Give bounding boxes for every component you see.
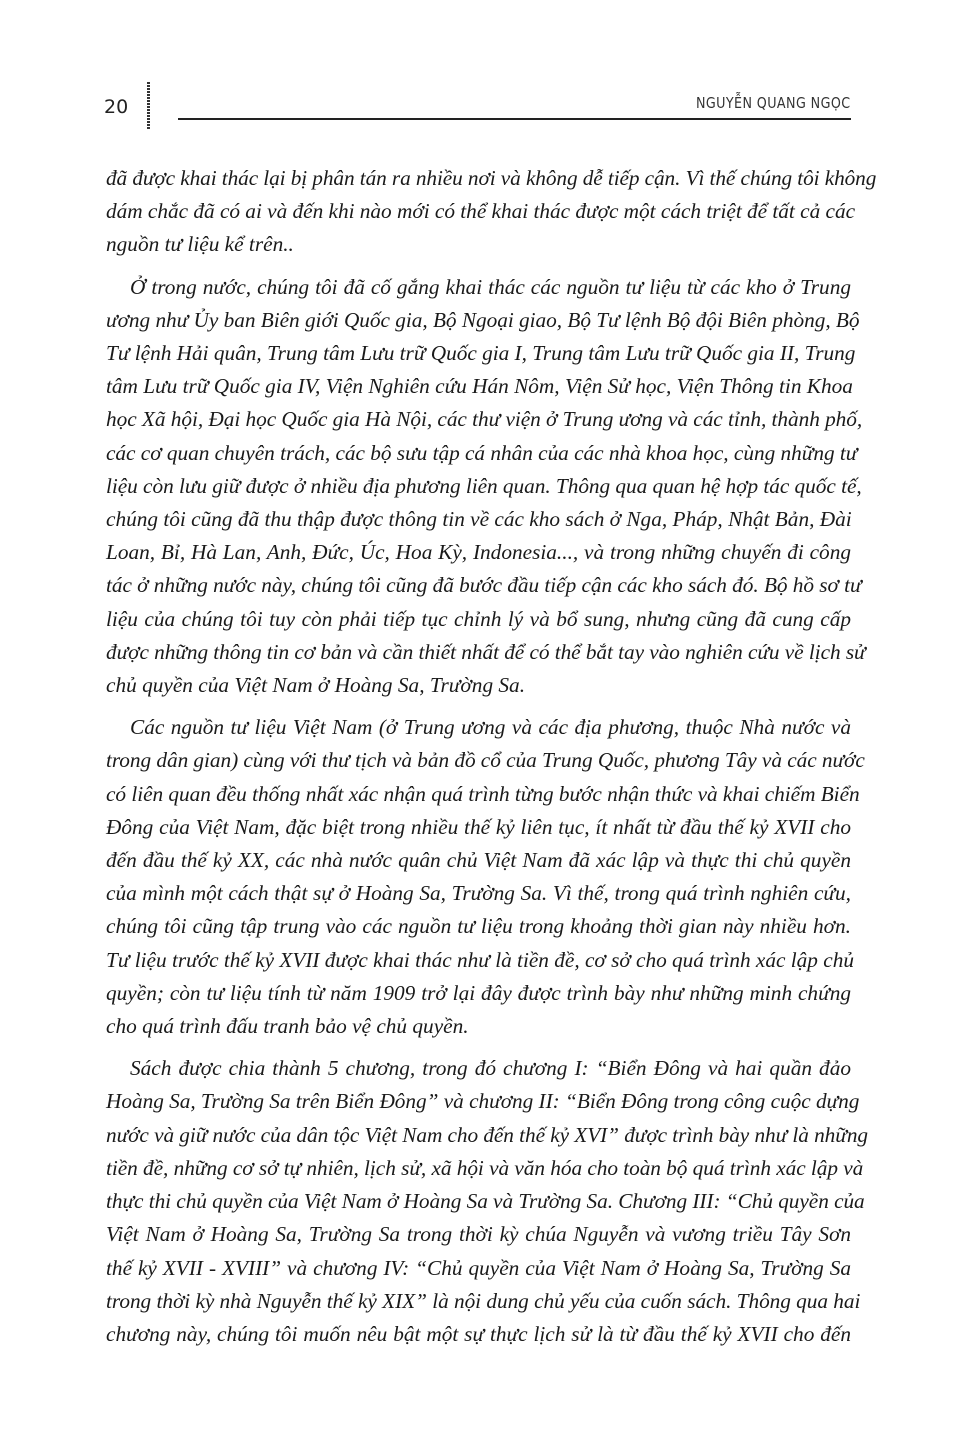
text-line: Việt Nam ở Hoàng Sa, Trường Sa trong thời kỳ chúa Nguyễn và vương triều Tây Sơn xyxy=(106,1222,851,1247)
text-line: các cơ quan chuyên trách, các bộ sưu tập cá nhân của các nhà khoa học, cùng những tư xyxy=(106,440,858,465)
running-head-author: NGUYỄN QUANG NGỌC xyxy=(696,94,851,112)
text-line: chủ quyền của Việt Nam ở Hoàng Sa, Trường Sa. xyxy=(106,673,526,698)
decorative-vertical-divider xyxy=(147,82,150,130)
text-line: trong dân gian) cùng với thư tịch và bản đồ cổ của Trung Quốc, phương Tây và các nước xyxy=(106,748,865,773)
text-line: thực thi chủ quyền của Việt Nam ở Hoàng Sa và Trường Sa. Chương III: “Chủ quyền của xyxy=(106,1189,865,1214)
body-text xyxy=(106,162,877,1360)
text-line: chúng tôi cũng đã thu thập được thông tin về các kho sách ở Nga, Pháp, Nhật Bản, Đài xyxy=(106,507,852,532)
text-line: tác ở những nước này, chúng tôi cũng đã bước đầu tiếp cận các kho sách đó. Bộ hồ sơ tư xyxy=(106,573,862,598)
text-line: Loan, Bỉ, Hà Lan, Anh, Đức, Úc, Hoa Kỳ, Indonesia..., và trong những chuyến đi công xyxy=(106,540,851,565)
page-number: 20 xyxy=(104,96,129,118)
text-line: quyền; còn tư liệu tính từ năm 1909 trở lại đây được trình bày như những minh chứng xyxy=(106,980,851,1005)
text-line: Các nguồn tư liệu Việt Nam (ở Trung ương và các địa phương, thuộc Nhà nước và xyxy=(130,715,851,740)
text-line: có liên quan đều thống nhất xác nhận quá trình từng bước nhận thức và khai chiếm Biển xyxy=(106,781,860,806)
text-line: đến đầu thế kỷ XX, các nhà nước quân chủ Việt Nam đã xác lập và thực thi chủ quyền xyxy=(106,848,851,873)
text-line: liệu của chúng tôi tuy còn phải tiếp tục chỉnh lý và bổ sung, nhưng cũng đã cung cấp xyxy=(106,606,851,631)
text-line: ương như Ủy ban Biên giới Quốc gia, Bộ Ngoại giao, Bộ Tư lệnh Bộ đội Biên phòng, Bộ xyxy=(106,307,860,332)
text-line: nguồn tư liệu kể trên.. xyxy=(106,232,294,257)
text-line: của mình một cách thật sự ở Hoàng Sa, Trường Sa. Vì thế, trong quá trình nghiên cứu, xyxy=(106,881,851,906)
text-line: thế kỷ XVII - XVIII” và chương IV: “Chủ quyền của Việt Nam ở Hoàng Sa, Trường Sa xyxy=(106,1255,851,1280)
text-line: Sách được chia thành 5 chương, trong đó chương I: “Biển Đông và hai quần đảo xyxy=(130,1056,851,1081)
paragraph xyxy=(106,162,877,262)
text-line: Tư lệnh Hải quân, Trung tâm Lưu trữ Quốc gia I, Trung tâm Lưu trữ Quốc gia II, Trung xyxy=(106,341,856,366)
page-header xyxy=(0,0,957,140)
text-line: cho quá trình đấu tranh bảo vệ chủ quyền. xyxy=(106,1014,469,1039)
text-line: Ở trong nước, chúng tôi đã cố gắng khai thác các nguồn tư liệu từ các kho ở Trung xyxy=(130,274,851,299)
text-line: Tư liệu trước thế kỷ XVII được khai thác như là tiền đề, cơ sở cho quá trình xác lập chủ xyxy=(106,947,854,972)
text-line: tâm Lưu trữ Quốc gia IV, Viện Nghiên cứu Hán Nôm, Viện Sử học, Viện Thông tin Khoa xyxy=(106,374,853,399)
text-line: được những thông tin cơ bản và cần thiết nhất để có thể bắt tay vào nghiên cứu về lịch sử xyxy=(106,639,866,664)
paragraph xyxy=(106,711,865,1043)
text-line: tiền đề, những cơ sở tự nhiên, lịch sử, xã hội và văn hóa cho toàn bộ quá trình xác lập và xyxy=(106,1155,864,1180)
text-line: chương này, chúng tôi muốn nêu bật một sự thực lịch sử là từ đầu thế kỷ XVII cho đến xyxy=(106,1321,851,1346)
header-rule xyxy=(178,118,851,120)
text-line: trong thời kỳ nhà Nguyễn thế kỷ XIX” là nội dung chủ yếu của cuốn sách. Thông qua hai xyxy=(106,1288,861,1313)
text-line: dám chắc đã có ai và đến khi nào mới có thể khai thác được một cách triệt để tất cả các xyxy=(106,199,856,224)
text-line: nước và giữ nước của dân tộc Việt Nam cho đến thế kỷ XVI” được trình bày như là những xyxy=(106,1122,868,1147)
paragraph xyxy=(106,1052,868,1351)
text-line: học Xã hội, Đại học Quốc gia Hà Nội, các thư viện ở Trung ương và các tỉnh, thành phố, xyxy=(106,407,863,432)
paragraph xyxy=(106,271,866,703)
text-line: đã được khai thác lại bị phân tán ra nhiều nơi và không dễ tiếp cận. Vì thế chúng tôi không xyxy=(106,166,877,190)
text-line: liệu còn lưu giữ được ở nhiều địa phương liên quan. Thông qua quan hệ hợp tác quốc tế, xyxy=(106,473,862,498)
text-line: Đông của Việt Nam, đặc biệt trong nhiều thế kỷ liên tục, ít nhất từ đầu thế kỷ XVII cho xyxy=(106,814,851,839)
text-line: chúng tôi cũng tập trung vào các nguồn tư liệu trong khoảng thời gian này nhiều hơn. xyxy=(106,914,851,939)
text-line: Hoàng Sa, Trường Sa trên Biển Đông” và chương II: “Biển Đông trong công cuộc dựng xyxy=(106,1089,860,1114)
